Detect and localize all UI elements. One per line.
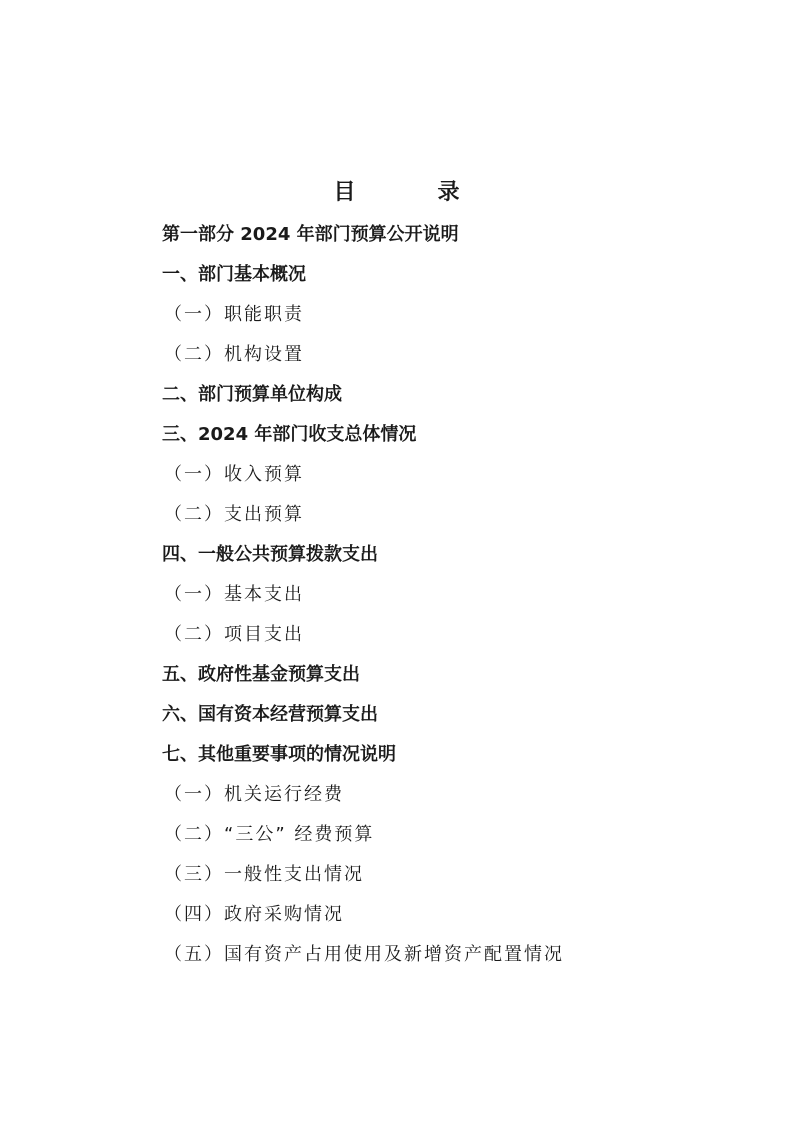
toc-item-part-one[interactable]: 第一部分 2024 年部门预算公开说明 xyxy=(162,224,459,245)
toc-list xyxy=(162,215,564,975)
toc-item-section-7[interactable]: 七、其他重要事项的情况说明 xyxy=(162,744,396,765)
toc-item-3-2[interactable]: （二）支出预算 xyxy=(164,504,304,525)
toc-item-4-2[interactable]: （二）项目支出 xyxy=(164,624,304,645)
toc-item-section-1[interactable]: 一、部门基本概况 xyxy=(162,264,306,285)
toc-item-4-1[interactable]: （一）基本支出 xyxy=(164,584,304,605)
toc-title: 目 录 xyxy=(333,180,490,205)
toc-item-7-2[interactable]: （二）“三公” 经费预算 xyxy=(164,824,375,845)
toc-item-7-5[interactable]: （五）国有资产占用使用及新增资产配置情况 xyxy=(164,944,564,965)
toc-item-1-1[interactable]: （一）职能职责 xyxy=(164,304,304,325)
toc-item-7-4[interactable]: （四）政府采购情况 xyxy=(164,904,344,925)
toc-item-section-2[interactable]: 二、部门预算单位构成 xyxy=(162,384,342,405)
toc-item-section-4[interactable]: 四、一般公共预算拨款支出 xyxy=(162,544,378,565)
toc-item-7-1[interactable]: （一）机关运行经费 xyxy=(164,784,344,805)
toc-item-1-2[interactable]: （二）机构设置 xyxy=(164,344,304,365)
toc-item-3-1[interactable]: （一）收入预算 xyxy=(164,464,304,485)
toc-item-7-3[interactable]: （三）一般性支出情况 xyxy=(164,864,364,885)
toc-item-section-6[interactable]: 六、国有资本经营预算支出 xyxy=(162,704,378,725)
toc-item-section-3[interactable]: 三、2024 年部门收支总体情况 xyxy=(162,424,417,445)
toc-item-section-5[interactable]: 五、政府性基金预算支出 xyxy=(162,664,360,685)
